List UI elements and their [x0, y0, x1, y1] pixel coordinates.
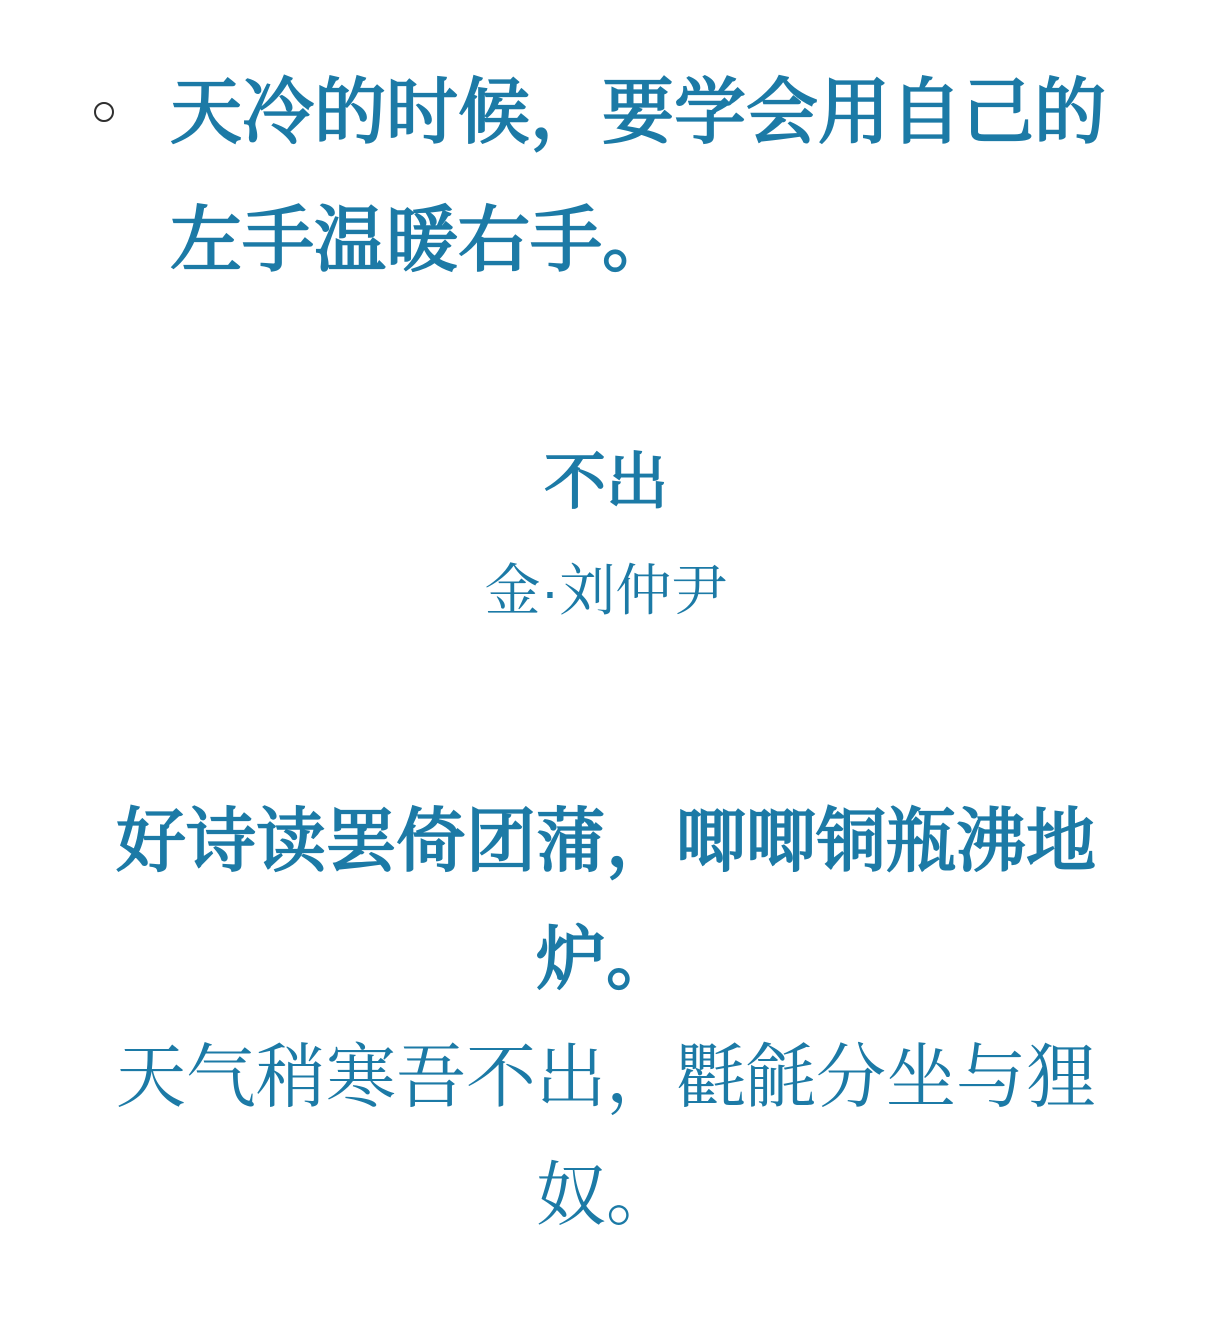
poem-verse [0, 782, 1212, 1254]
verse-bold-line-1: 好诗读罢倚团蒲，唧唧铜瓶沸地 [116, 802, 1096, 880]
list-bullet-circle-icon [94, 102, 114, 122]
poem-author: 金·刘仲尹 [484, 559, 728, 622]
verse-regular-line-1: 天气稍寒吾不出，氍毹分坐与狸 [116, 1038, 1096, 1116]
poem-title: 不出 [543, 448, 668, 517]
verse-regular-line-2: 奴。 [536, 1156, 676, 1234]
quote-block [170, 49, 1106, 305]
quote-line-2: 左手温暖右手。 [170, 201, 675, 281]
verse-bold-line-2: 炉。 [536, 920, 676, 998]
quote-line-1: 天冷的时候，要学会用自己的 [170, 73, 1107, 153]
